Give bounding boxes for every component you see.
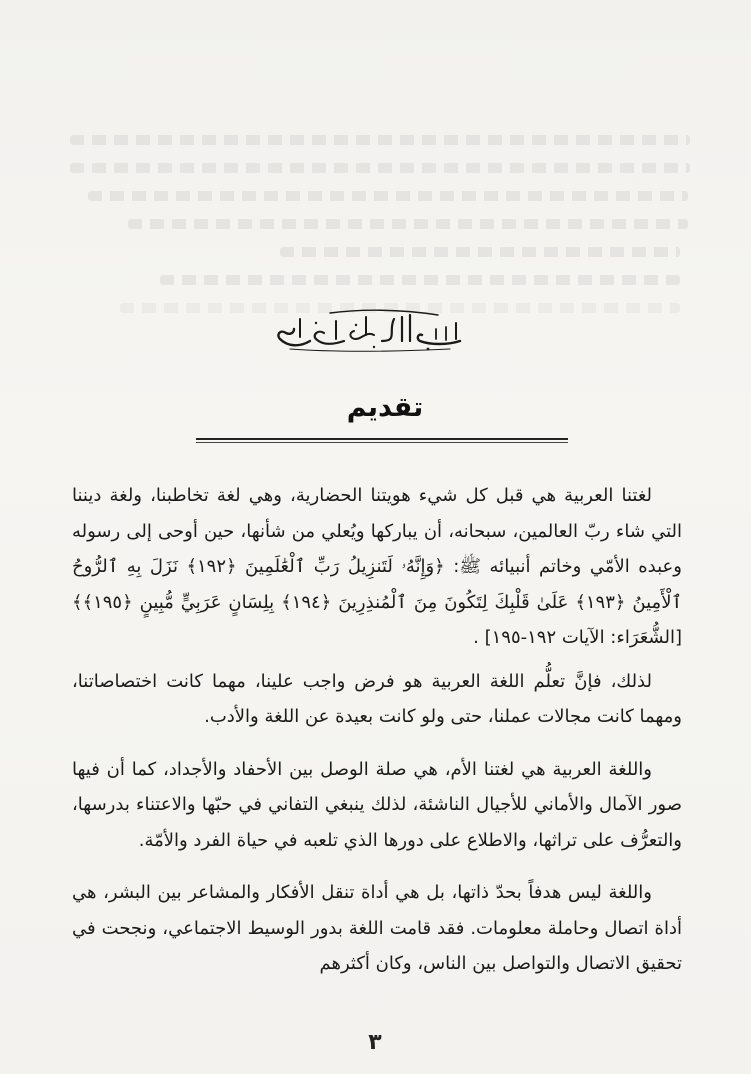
paragraph: واللغة ليس هدفاً بحدّ ذاتها، بل هي أداة تنقل الأفكار والمشاعر بين البشر، هي أداة اتصال وحاملة معلومات. فقد قامت اللغة بدور الوسيط الاجتماعي، ونجحت في تحقيق الاتصال والتواصل بين الناس، وكان أكثرهم — [72, 882, 682, 974]
basmala-calligraphy — [270, 305, 470, 355]
bleed-through-mark — [70, 135, 690, 145]
body-text — [72, 478, 682, 999]
section-title: تقديم — [346, 392, 424, 423]
bleed-through-mark — [70, 163, 690, 173]
bleed-through-mark — [160, 275, 680, 285]
bleed-through-mark — [128, 219, 688, 229]
title-double-rule — [196, 438, 568, 442]
paragraph: لغتنا العربية هي قبل كل شيء هويتنا الحضارية، وهي لغة تخاطبنا، ولغة ديننا التي شاء ربّ العالمين، سبحانه، أن يباركها ويُعلي من شأنها، حين أوحى إلى رسوله وعبده الأمّي وخاتم أنبيائه ﷺ: ﴿وَإِنَّهُۥ لَتَنزِيلُ رَبِّ ٱلْعَٰلَمِينَ ﴿١٩٢﴾ نَزَلَ بِهِ ٱلرُّوحُ ٱلْأَمِينُ ﴿١٩٣﴾ عَلَىٰ قَلْبِكَ لِتَكُونَ مِنَ ٱلْمُنذِرِينَ ﴿١٩٤﴾ بِلِسَانٍ عَرَبِيٍّ مُّبِينٍ ﴿١٩٥﴾﴾ [الشُّعَرَاء: الآيات ١٩٢-١٩٥] . — [72, 485, 683, 648]
paragraph: لذلك، فإنَّ تعلُّم اللغة العربية هو فرض واجب علينا، مهما كانت اختصاصاتنا، ومهما كانت مجالات عملنا، حتى ولو كانت بعيدة عن اللغة والأدب. — [72, 670, 682, 727]
bleed-through-mark — [280, 247, 680, 257]
bleed-through-mark — [88, 191, 688, 201]
paragraph: واللغة العربية هي لغتنا الأم، هي صلة الوصل بين الأحفاد والأجداد، كما أن فيها صور الآمال والأماني للأجيال الناشئة، لذلك ينبغي التفاني في حبّها والاعتناء بدرسها، والتعرُّف على تراثها، والاطلاع على دورها الذي تلعبه في حياة الفرد والأمّة. — [72, 758, 682, 851]
page-number: ٣ — [368, 1030, 382, 1055]
